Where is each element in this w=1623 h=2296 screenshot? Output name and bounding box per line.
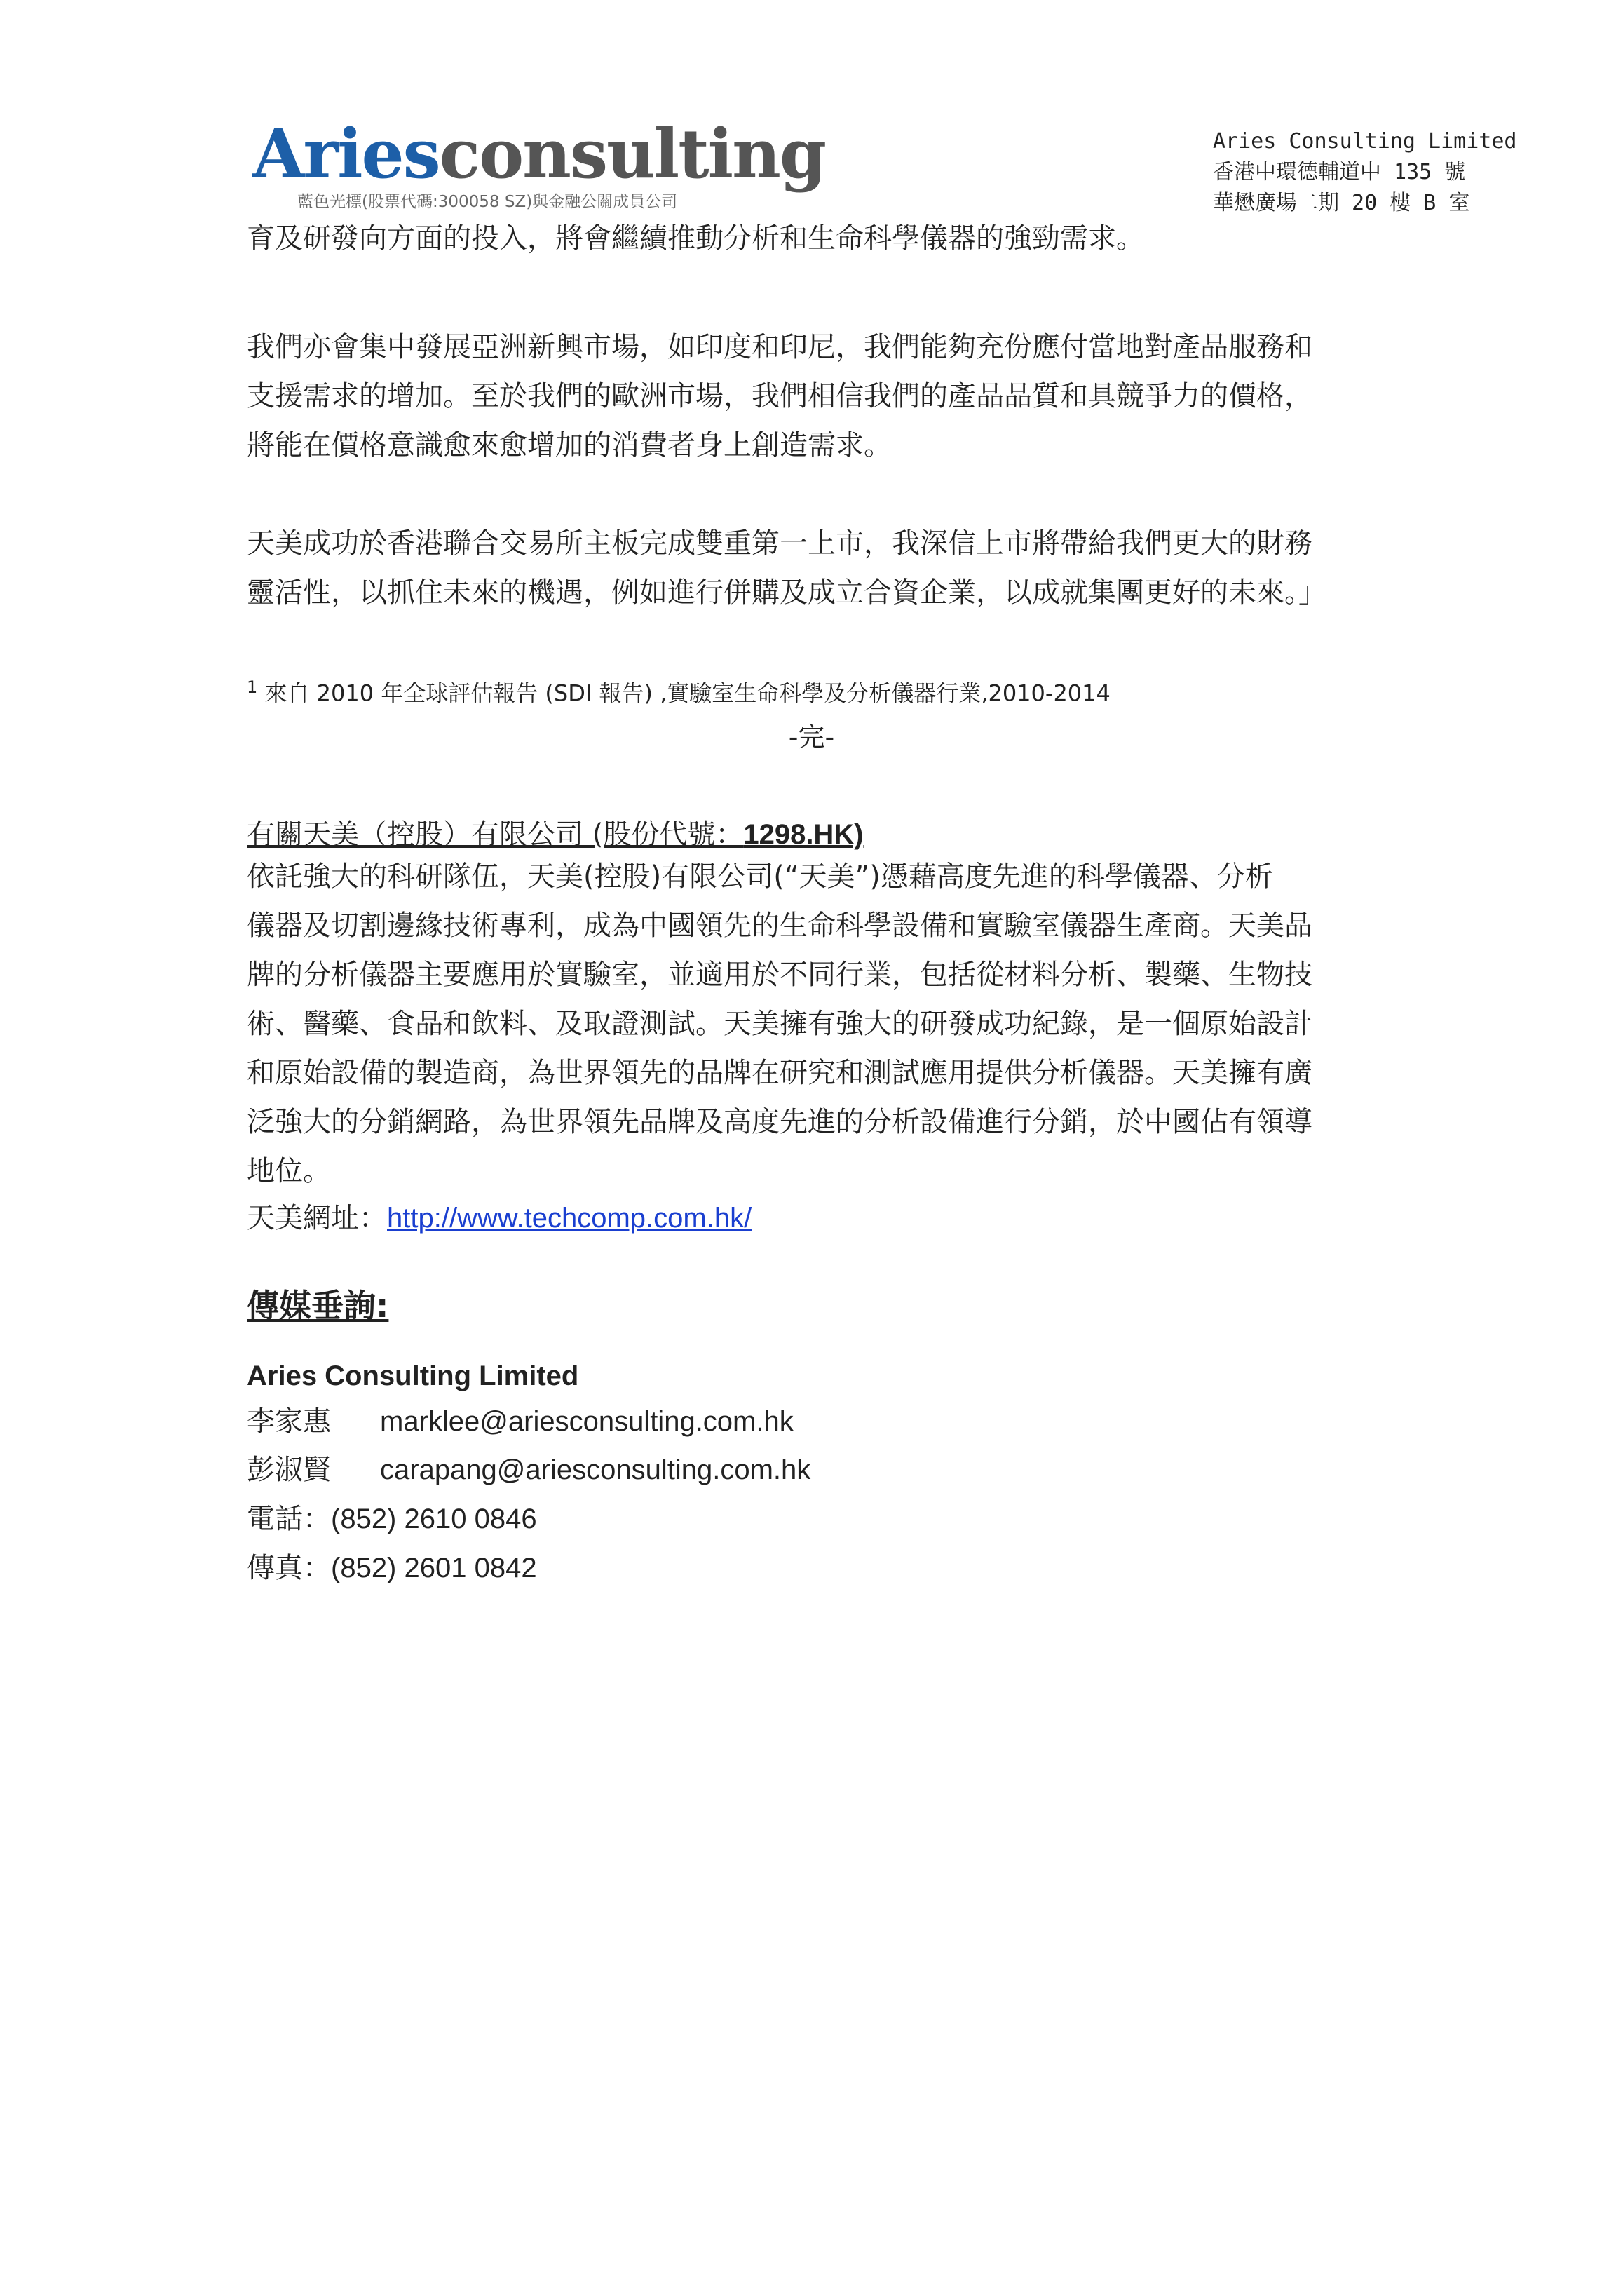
contact-email[interactable]: marklee@ariesconsulting.com.hk <box>380 1406 794 1437</box>
about-heading-text: 有關天美（控股）有限公司 (股份代號： <box>247 818 744 851</box>
contact-email[interactable]: carapang@ariesconsulting.com.hk <box>380 1454 811 1485</box>
paragraph-line: 育及研發向方面的投入，將會繼續推動分析和生命科學儀器的強勁需求。 <box>247 222 1144 255</box>
paragraph-line: 儀器及切割邊緣技術專利，成為中國領先的生命科學設備和實驗室儀器生產商。天美品 <box>247 910 1312 942</box>
website-link[interactable]: http://www.techcomp.com.hk/ <box>387 1203 752 1234</box>
logo-tagline: 藍色光標(股票代碼:300058 SZ)與金融公關成員公司 <box>297 193 678 211</box>
logo-word-aries: Aries <box>252 114 440 194</box>
contact-company: Aries Consulting Limited <box>247 1360 579 1391</box>
address-line-3: 華懋廣場二期 20 樓 B 室 <box>1213 191 1470 215</box>
about-paragraph <box>247 852 1397 1196</box>
phone-label: 電話： <box>247 1503 331 1535</box>
paragraph-line: 將能在價格意識愈來愈增加的消費者身上創造需求。 <box>247 429 892 461</box>
website-line <box>247 1196 752 1236</box>
company-address <box>1213 126 1516 219</box>
logo-wordmark <box>252 116 825 193</box>
footnote-text: 來自 2010 年全球評估報告 (SDI 報告) ,實驗室生命科學及分析儀器行業,2010-2014 <box>264 680 1111 707</box>
media-heading: 傳媒垂詢: <box>247 1287 389 1325</box>
contact-row <box>247 1447 810 1487</box>
phone-number: (852) 2610 0846 <box>331 1504 537 1534</box>
end-mark: -完- <box>788 722 835 752</box>
company-logo <box>252 114 825 221</box>
about-heading <box>247 812 864 852</box>
logo-word-consulting: consulting <box>439 114 825 194</box>
contact-name: 彭淑賢 <box>247 1454 331 1486</box>
paragraph-line: 術、醫藥、食品和飲料、及取證測試。天美擁有強大的研發成功紀錄，是一個原始設計 <box>247 1008 1312 1040</box>
paragraph-line: 天美成功於香港聯合交易所主板完成雙重第一上市，我深信上市將帶給我們更大的財務 <box>247 527 1312 560</box>
contact-row <box>247 1399 794 1439</box>
website-label: 天美網址： <box>247 1202 387 1234</box>
phone-row <box>247 1497 537 1537</box>
paragraph-2 <box>247 323 1397 470</box>
paragraph-line: 靈活性，以抓住未來的機遇，例如進行併購及成立合資企業，以成就集團更好的未來。」 <box>247 576 1326 609</box>
paragraph-line: 地位。 <box>247 1155 331 1187</box>
paragraph-line: 我們亦會集中發展亞洲新興市場，如印度和印尼，我們能夠充份應付當地對產品服務和 <box>247 331 1312 363</box>
footnote <box>247 673 1111 708</box>
paragraph-line: 支援需求的增加。至於我們的歐洲市場，我們相信我們的產品品質和具競爭力的價格， <box>247 380 1312 412</box>
paragraph-line: 依託強大的科研隊伍，天美(控股)有限公司(“天美”)憑藉高度先進的科學儀器、分析 <box>247 860 1273 893</box>
address-line-2: 香港中環德輔道中 135 號 <box>1213 160 1466 184</box>
fax-label: 傳真： <box>247 1552 331 1584</box>
fax-row <box>247 1546 537 1586</box>
about-heading-code: 1298.HK) <box>743 819 864 850</box>
fax-number: (852) 2601 0842 <box>331 1553 537 1583</box>
paragraph-1 <box>247 214 1397 263</box>
paragraph-line: 牌的分析儀器主要應用於實驗室，並適用於不同行業，包括從材料分析、製藥、生物技 <box>247 959 1312 991</box>
paragraph-line: 和原始設備的製造商，為世界領先的品牌在研究和測試應用提供分析儀器。天美擁有廣 <box>247 1057 1312 1089</box>
address-line-1: Aries Consulting Limited <box>1213 129 1517 154</box>
paragraph-3 <box>247 519 1397 617</box>
paragraph-line: 泛強大的分銷網路，為世界領先品牌及高度先進的分析設備進行分銷，於中國佔有領導 <box>247 1106 1312 1138</box>
footnote-mark: 1 <box>247 677 258 697</box>
contact-name: 李家惠 <box>247 1405 331 1438</box>
